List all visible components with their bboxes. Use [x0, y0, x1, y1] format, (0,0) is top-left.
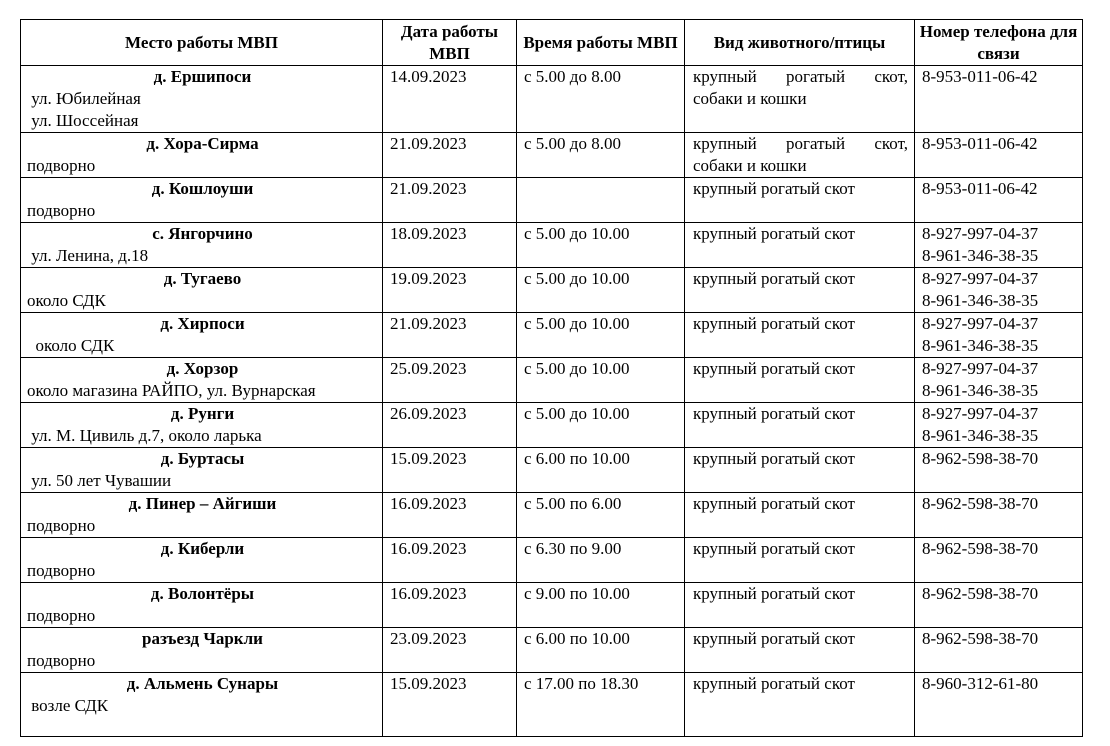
place-cell	[21, 313, 383, 358]
animal-cell: крупный рогатый скот	[685, 448, 915, 493]
place-cell	[21, 66, 383, 133]
phone-cell	[915, 223, 1083, 268]
phone-cell	[915, 403, 1083, 448]
phone-number: 8-927-997-04-37	[922, 359, 1039, 378]
phone-number: 8-961-346-38-35	[922, 291, 1039, 310]
date-cell: 16.09.2023	[383, 583, 517, 628]
phone-number: 8-961-346-38-35	[922, 426, 1039, 445]
place-name: д. Волонтёры	[150, 584, 255, 603]
phone-number: 8-962-598-38-70	[922, 629, 1039, 648]
place-name: д. Рунги	[170, 404, 235, 423]
phone-number: 8-927-997-04-37	[922, 404, 1039, 423]
table-row	[21, 448, 1083, 493]
place-address: подворно	[27, 201, 96, 220]
place-cell	[21, 493, 383, 538]
place-cell	[21, 133, 383, 178]
phone-cell	[915, 133, 1083, 178]
place-address: около СДК	[27, 336, 115, 355]
phone-cell	[915, 583, 1083, 628]
animal-cell: крупный рогатый скот	[685, 268, 915, 313]
header-phone: Номер телефона для связи	[915, 20, 1083, 66]
time-cell: с 6.00 по 10.00	[517, 448, 685, 493]
date-cell: 21.09.2023	[383, 313, 517, 358]
place-address: ул. 50 лет Чувашии	[27, 471, 172, 490]
animal-cell: крупный рогатый скот	[685, 628, 915, 673]
table-row	[21, 493, 1083, 538]
table-row	[21, 403, 1083, 448]
table-row	[21, 133, 1083, 178]
phone-number: 8-927-997-04-37	[922, 269, 1039, 288]
table-row	[21, 583, 1083, 628]
phone-cell	[915, 448, 1083, 493]
phone-cell	[915, 66, 1083, 133]
animal-cell: крупный рогатый скот	[685, 538, 915, 583]
time-cell: с 5.00 по 6.00	[517, 493, 685, 538]
date-cell: 21.09.2023	[383, 178, 517, 223]
phone-number: 8-962-598-38-70	[922, 584, 1039, 603]
date-cell: 14.09.2023	[383, 66, 517, 133]
header-date: Дата работы МВП	[383, 20, 517, 66]
table-row	[21, 268, 1083, 313]
place-address: возле СДК	[27, 696, 109, 715]
time-cell: с 5.00 до 10.00	[517, 358, 685, 403]
place-name: д. Хирпоси	[160, 314, 245, 333]
animal-cell: крупный рогатый скот	[685, 493, 915, 538]
date-cell: 16.09.2023	[383, 538, 517, 583]
date-cell: 26.09.2023	[383, 403, 517, 448]
animal-cell: крупный рогатый скот	[685, 313, 915, 358]
place-cell	[21, 538, 383, 583]
place-name: д. Киберли	[160, 539, 245, 558]
phone-number: 8-961-346-38-35	[922, 381, 1039, 400]
place-name: д. Буртасы	[160, 449, 245, 468]
date-cell: 15.09.2023	[383, 673, 517, 737]
table-row	[21, 313, 1083, 358]
animal-cell: крупный рогатый скот, собаки и кошки	[685, 133, 915, 178]
phone-cell	[915, 628, 1083, 673]
place-cell	[21, 223, 383, 268]
table-row	[21, 66, 1083, 133]
place-address: ул. М. Цивиль д.7, около ларька	[27, 426, 262, 445]
animal-cell: крупный рогатый скот	[685, 358, 915, 403]
place-cell	[21, 448, 383, 493]
time-cell: с 5.00 до 10.00	[517, 403, 685, 448]
place-name: разъезд Чаркли	[142, 629, 263, 648]
phone-number: 8-961-346-38-35	[922, 246, 1039, 265]
time-cell: с 5.00 до 8.00	[517, 66, 685, 133]
header-row	[21, 20, 1083, 66]
place-cell	[21, 583, 383, 628]
place-name: д. Альмень Сунары	[126, 674, 279, 693]
table-row	[21, 628, 1083, 673]
place-name: д. Тугаево	[163, 269, 242, 288]
animal-cell: крупный рогатый скот	[685, 583, 915, 628]
phone-cell	[915, 358, 1083, 403]
place-address: подворно	[27, 606, 96, 625]
table-row	[21, 673, 1083, 737]
date-cell: 23.09.2023	[383, 628, 517, 673]
place-address: около магазина РАЙПО, ул. Вурнарская	[27, 381, 316, 400]
animal-cell: крупный рогатый скот	[685, 223, 915, 268]
time-cell: с 5.00 до 10.00	[517, 268, 685, 313]
date-cell: 25.09.2023	[383, 358, 517, 403]
phone-number: 8-962-598-38-70	[922, 494, 1039, 513]
phone-number: 8-960-312-61-80	[922, 674, 1039, 693]
phone-cell	[915, 268, 1083, 313]
time-cell: с 5.00 до 10.00	[517, 313, 685, 358]
date-cell: 19.09.2023	[383, 268, 517, 313]
time-cell: с 5.00 до 10.00	[517, 223, 685, 268]
animal-cell: крупный рогатый скот	[685, 673, 915, 737]
phone-number: 8-962-598-38-70	[922, 449, 1039, 468]
animal-cell: крупный рогатый скот, собаки и кошки	[685, 66, 915, 133]
phone-cell	[915, 673, 1083, 737]
phone-number: 8-953-011-06-42	[922, 179, 1038, 198]
place-cell	[21, 673, 383, 737]
time-cell: с 6.30 по 9.00	[517, 538, 685, 583]
header-animal: Вид животного/птицы	[685, 20, 915, 66]
phone-number: 8-927-997-04-37	[922, 224, 1039, 243]
place-name: д. Хора-Сирма	[146, 134, 259, 153]
place-cell	[21, 178, 383, 223]
phone-number: 8-953-011-06-42	[922, 134, 1038, 153]
time-cell: с 5.00 до 8.00	[517, 133, 685, 178]
place-name: с. Янгорчино	[152, 224, 253, 243]
time-cell	[517, 178, 685, 223]
place-address: ул. Ленина, д.18	[27, 246, 149, 265]
header-place: Место работы МВП	[21, 20, 383, 66]
phone-number: 8-953-011-06-42	[922, 67, 1038, 86]
schedule-table	[20, 19, 1083, 737]
date-cell: 15.09.2023	[383, 448, 517, 493]
place-cell	[21, 358, 383, 403]
place-cell	[21, 403, 383, 448]
table-row	[21, 223, 1083, 268]
phone-cell	[915, 538, 1083, 583]
phone-cell	[915, 493, 1083, 538]
header-time: Время работы МВП	[517, 20, 685, 66]
table-row	[21, 178, 1083, 223]
time-cell: с 6.00 по 10.00	[517, 628, 685, 673]
time-cell: с 17.00 по 18.30	[517, 673, 685, 737]
phone-number: 8-927-997-04-37	[922, 314, 1039, 333]
phone-cell	[915, 313, 1083, 358]
place-name: д. Кошлоуши	[151, 179, 254, 198]
place-cell	[21, 628, 383, 673]
place-address: подворно	[27, 516, 96, 535]
date-cell: 21.09.2023	[383, 133, 517, 178]
animal-cell: крупный рогатый скот	[685, 403, 915, 448]
date-cell: 16.09.2023	[383, 493, 517, 538]
place-address: подворно	[27, 651, 96, 670]
place-name: д. Хорзор	[166, 359, 239, 378]
date-cell: 18.09.2023	[383, 223, 517, 268]
place-name: д. Пинер – Айгиши	[128, 494, 277, 513]
place-address: подворно	[27, 561, 96, 580]
phone-number: 8-961-346-38-35	[922, 336, 1039, 355]
place-address: около СДК	[27, 291, 106, 310]
phone-cell	[915, 178, 1083, 223]
table-row	[21, 538, 1083, 583]
place-name: д. Ершипоси	[153, 67, 252, 86]
place-address: ул. Шоссейная	[27, 111, 139, 130]
time-cell: с 9.00 по 10.00	[517, 583, 685, 628]
place-cell	[21, 268, 383, 313]
phone-number: 8-962-598-38-70	[922, 539, 1039, 558]
table-row	[21, 358, 1083, 403]
place-address: подворно	[27, 156, 96, 175]
place-address: ул. Юбилейная	[27, 89, 141, 108]
animal-cell: крупный рогатый скот	[685, 178, 915, 223]
